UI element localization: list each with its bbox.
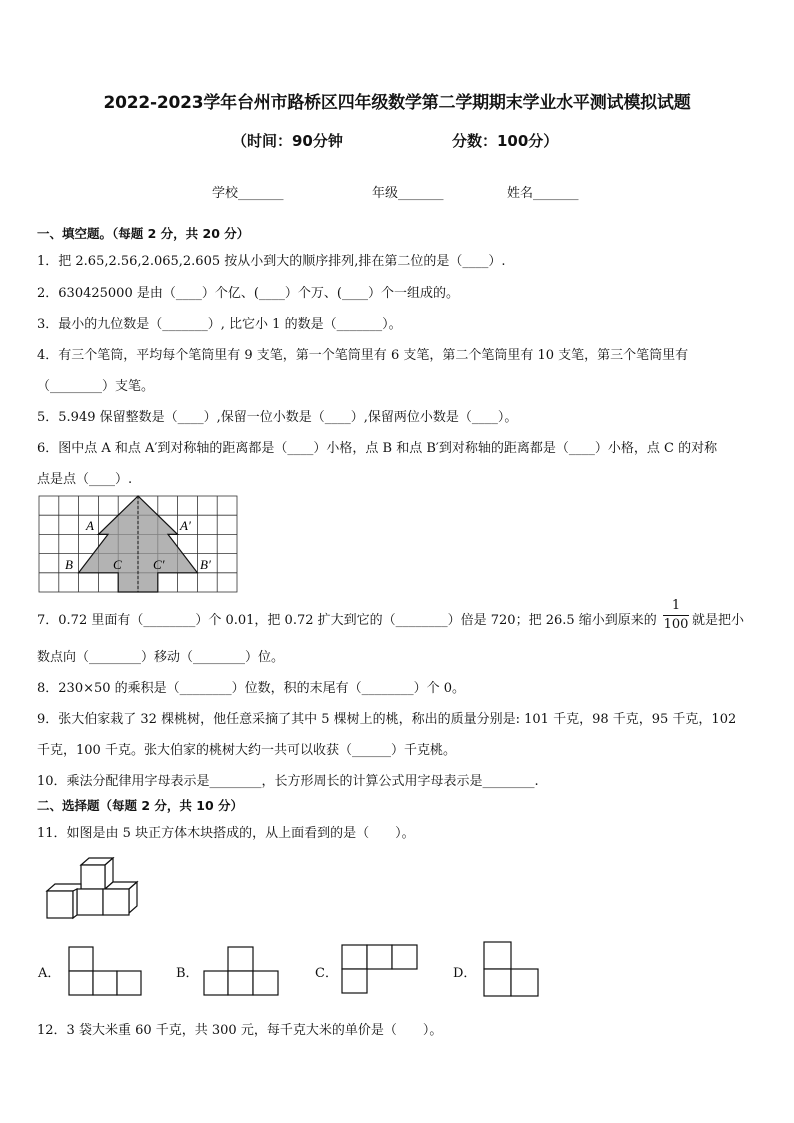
question-1: 1．把 2.65,2.56,2.065,2.605 按从小到大的顺序排列,排在第二位的是（____）. (37, 254, 506, 269)
question-8: 8．230×50 的乘积是（________）位数，积的末尾有（________）个 0。 (37, 681, 466, 696)
option-c-figure[interactable] (340, 943, 420, 995)
question-9-line-2: 千克，100 千克。张大伯家的桃树大约一共可以收获（______）千克桃。 (37, 743, 456, 758)
option-a-label[interactable]: A． (38, 966, 61, 981)
exam-time: （时间：90分钟 (232, 132, 343, 150)
fraction-denominator: 100 (663, 617, 689, 632)
question-12: 12．3 袋大米重 60 千克，共 300 元，每千克大米的单价是（ ）。 (37, 1023, 443, 1038)
exam-score: 分数：100分） (452, 132, 559, 150)
question-7-line-2: 数点向（________）移动（________）位。 (37, 650, 285, 665)
question-9-line-1: 9．张大伯家栽了 32 棵桃树，他任意采摘了其中 5 棵树上的桃，称出的质量分别是: 101 千克，98 千克，95 千克，102 (37, 712, 737, 727)
section-1-heading: 一、填空题。（每题 2 分，共 20 分） (37, 226, 250, 241)
question-6-line-1: 6．图中点 A 和点 A′到对称轴的距离都是（____）小格，点 B 和点 B′到对称轴的距离都是（____）小格，点 C 的对称 (37, 441, 718, 456)
section-2-heading: 二、选择题（每题 2 分，共 10 分） (37, 798, 244, 813)
grade-field: 年级_______ (372, 186, 444, 201)
question-3: 3．最小的九位数是（_______）, 比它小 1 的数是（_______）。 (37, 317, 402, 332)
question-11: 11．如图是由 5 块正方体木块搭成的，从上面看到的是（ ）。 (37, 826, 415, 841)
label-a: A (86, 518, 94, 533)
question-4-line-1: 4．有三个笔筒，平均每个笔筒里有 9 支笔，第一个笔筒里有 6 支笔，第二个笔筒里有 10 支笔，第三个笔筒里有 (37, 348, 689, 363)
question-6-line-2: 点是点（____）. (37, 472, 133, 487)
question-7-line-1: 7．0.72 里面有（________）个 0.01，把 0.72 扩大到它的（________）倍是 720；把 26.5 缩小到原来的 (37, 613, 657, 628)
label-b-prime: B′ (200, 557, 211, 572)
name-field: 姓名_______ (507, 186, 579, 201)
question-10: 10．乘法分配律用字母表示是________，长方形周长的计算公式用字母表示是________. (37, 774, 539, 789)
option-a-figure[interactable] (67, 945, 143, 997)
question-2: 2．630425000 是由（____）个亿、(____）个万、(____）个一组成的。 (37, 286, 459, 301)
option-d-label[interactable]: D． (453, 966, 477, 981)
cube-stack-figure (44, 857, 140, 923)
fraction-numerator: 1 (671, 598, 681, 613)
option-d-figure[interactable] (482, 940, 542, 998)
option-b-label[interactable]: B． (176, 966, 199, 981)
question-5: 5．5.949 保留整数是（____）,保留一位小数是（____）,保留两位小数是（____）。 (37, 410, 518, 425)
fraction-one-hundredth (663, 598, 689, 633)
label-b: B (65, 557, 73, 572)
page-title: 2022-2023学年台州市路桥区四年级数学第二学期期末学业水平测试模拟试题 (103, 93, 691, 113)
label-a-prime: A′ (180, 518, 191, 533)
question-7-line-1-tail: 就是把小 (692, 613, 745, 628)
option-b-figure[interactable] (202, 945, 280, 997)
symmetry-grid-figure (38, 495, 240, 596)
question-4-line-2: （________）支笔。 (37, 379, 155, 394)
label-c: C (113, 557, 122, 572)
school-field: 学校_______ (212, 186, 284, 201)
option-c-label[interactable]: C． (315, 966, 338, 981)
label-c-prime: C′ (153, 557, 165, 572)
